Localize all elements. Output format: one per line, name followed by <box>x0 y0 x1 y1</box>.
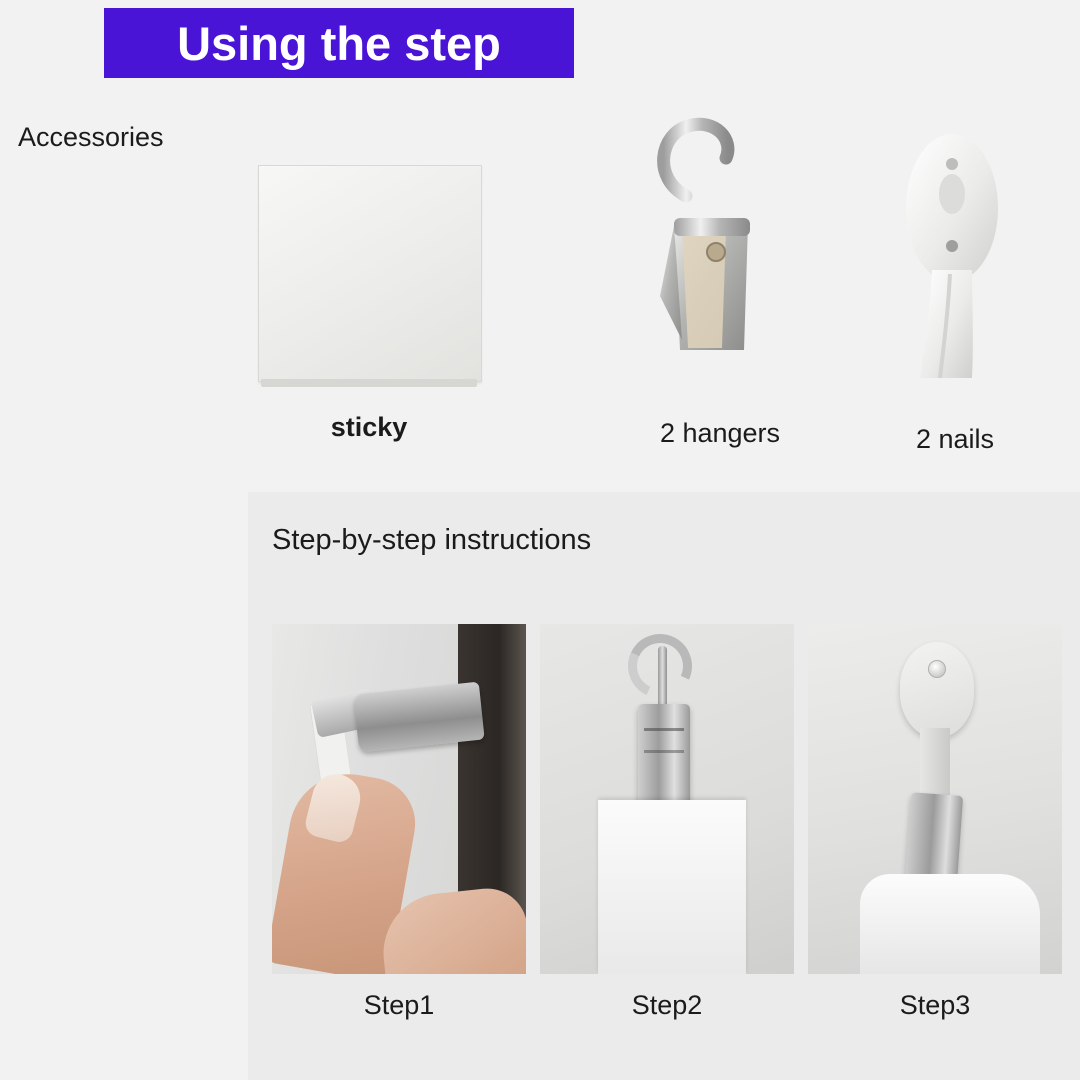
steps-panel <box>248 492 1080 1080</box>
nail-hook-icon <box>880 130 1030 380</box>
step-2-photo <box>540 624 794 974</box>
step-1-caption: Step1 <box>363 990 435 1020</box>
step-2-caption: Step2 <box>631 990 703 1020</box>
step-3-photo <box>808 624 1062 974</box>
step-photo-row <box>272 624 1062 974</box>
sticky-pad-image <box>258 165 480 387</box>
nail-hook-caption: 2 nails <box>915 424 995 454</box>
sticky-pad-caption: sticky <box>330 412 408 442</box>
nail-hook-image <box>880 130 1030 380</box>
title-banner <box>104 8 574 78</box>
page-title: Using the step <box>177 16 501 70</box>
steps-section-title: Step-by-step instructions <box>272 524 592 556</box>
hanger-clip-caption: 2 hangers <box>659 418 781 448</box>
step-1-photo <box>272 624 526 974</box>
sticky-pad-graphic <box>258 165 482 382</box>
hanger-clip-image <box>630 100 810 380</box>
hanger-clip-icon <box>630 100 810 380</box>
step-3-caption: Step3 <box>899 990 971 1020</box>
accessories-section-label: Accessories <box>18 122 164 152</box>
